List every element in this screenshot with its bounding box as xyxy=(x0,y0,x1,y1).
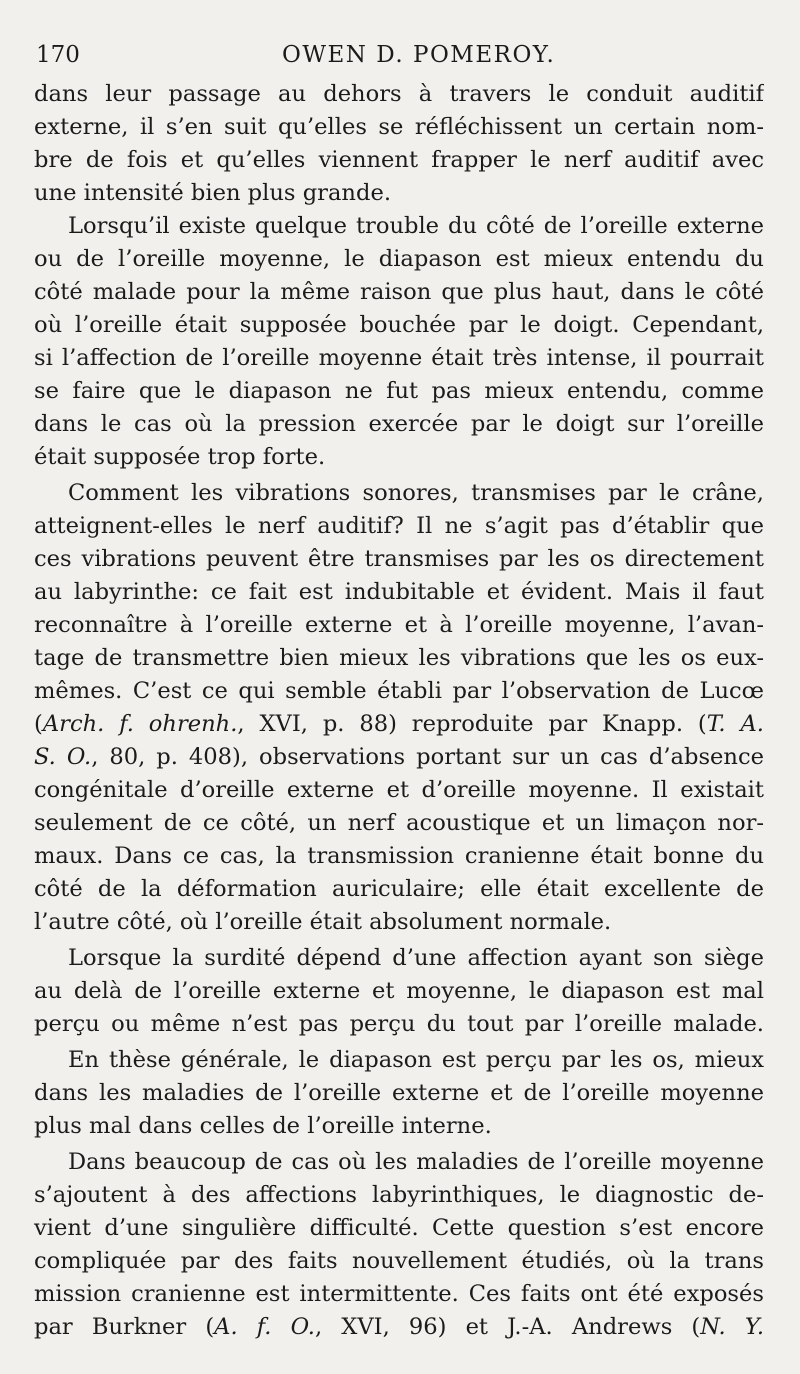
text-line: dans leur passage au dehors à travers le conduit auditif xyxy=(34,81,764,107)
text-line: où l’oreille était supposée bouchée par le doigt. Cependant, xyxy=(34,312,764,338)
text-line: était supposée trop forte. xyxy=(34,444,326,470)
text-line: tage de transmettre bien mieux les vibrations que les os eux- xyxy=(34,645,764,671)
text-line: seulement de ce côté, un nerf acoustique et un limaçon nor- xyxy=(34,810,764,836)
text-line: Comment les vibrations sonores, transmises par le crâne, xyxy=(68,480,764,506)
text-line: côté de la déformation auriculaire; elle était excellente de xyxy=(34,876,764,902)
page-header xyxy=(34,38,764,74)
text-line: ces vibrations peuvent être transmises par les os directement xyxy=(34,546,764,572)
text-line: atteignent-elles le nerf auditif? Il ne s’agit pas d’établir que xyxy=(34,513,764,539)
text-line: si l’affection de l’oreille moyenne était très intense, il pourrait xyxy=(34,345,764,371)
text-line: bre de fois et qu’elles viennent frapper le nerf auditif avec xyxy=(34,147,764,173)
text-line: se faire que le diapason ne fut pas mieux entendu, comme xyxy=(34,378,764,404)
text-line: compliquée par des faits nouvellement étudiés, où la trans xyxy=(34,1248,764,1274)
text-line: ou de l’oreille moyenne, le diapason est mieux entendu du xyxy=(34,246,764,272)
text-line: mêmes. C’est ce qui semble établi par l’observation de Lucœ xyxy=(34,678,764,704)
text-line: Lorsqu’il existe quelque trouble du côté de l’oreille externe xyxy=(68,213,764,239)
text-line: s’ajoutent à des affections labyrinthiques, le diagnostic de- xyxy=(34,1182,764,1208)
text-line: externe, il s’en suit qu’elles se réfléchissent un certain nom- xyxy=(34,114,764,140)
text-line: Lorsque la surdité dépend d’une affection ayant son siège xyxy=(68,945,764,971)
text-line: dans le cas où la pression exercée par le doigt sur l’oreille xyxy=(34,411,764,437)
text-line: perçu ou même n’est pas perçu du tout par l’oreille malade. xyxy=(34,1011,764,1037)
text-line: mission cranienne est intermittente. Ces faits ont été exposés xyxy=(34,1281,764,1307)
text-line: une intensité bien plus grande. xyxy=(34,180,391,206)
text-line: Dans beaucoup de cas où les maladies de l’oreille moyenne xyxy=(68,1149,764,1175)
text-line: au labyrinthe: ce fait est indubitable et évident. Mais il faut xyxy=(34,579,764,605)
text-line: plus mal dans celles de l’oreille interne. xyxy=(34,1113,492,1139)
text-line: (Arch. f. ohrenh., XVI, p. 88) reproduite par Knapp. (T. A. xyxy=(34,711,764,737)
text-line: au delà de l’oreille externe et moyenne, le diapason est mal xyxy=(34,978,764,1004)
running-head: OWEN D. POMEROY. xyxy=(282,42,556,68)
text-line: par Burkner (A. f. O., XVI, 96) et J.-A. Andrews (N. Y. xyxy=(34,1314,764,1340)
text-line: vient d’une singulière difficulté. Cette question s’est encore xyxy=(34,1215,764,1241)
text-line: côté malade pour la même raison que plus haut, dans le côté xyxy=(34,279,764,305)
text-line: S. O., 80, p. 408), observations portant sur un cas d’absence xyxy=(34,744,764,770)
text-line: dans les maladies de l’oreille externe et de l’oreille moyenne xyxy=(34,1080,764,1106)
text-line: l’autre côté, où l’oreille était absolument normale. xyxy=(34,909,612,935)
text-line: En thèse générale, le diapason est perçu par les os, mieux xyxy=(68,1047,764,1073)
text-line: reconnaître à l’oreille externe et à l’oreille moyenne, l’avan- xyxy=(34,612,764,638)
text-line: maux. Dans ce cas, la transmission cranienne était bonne du xyxy=(34,843,764,869)
text-line: congénitale d’oreille externe et d’oreille moyenne. Il existait xyxy=(34,777,764,803)
page-number: 170 xyxy=(36,42,80,68)
